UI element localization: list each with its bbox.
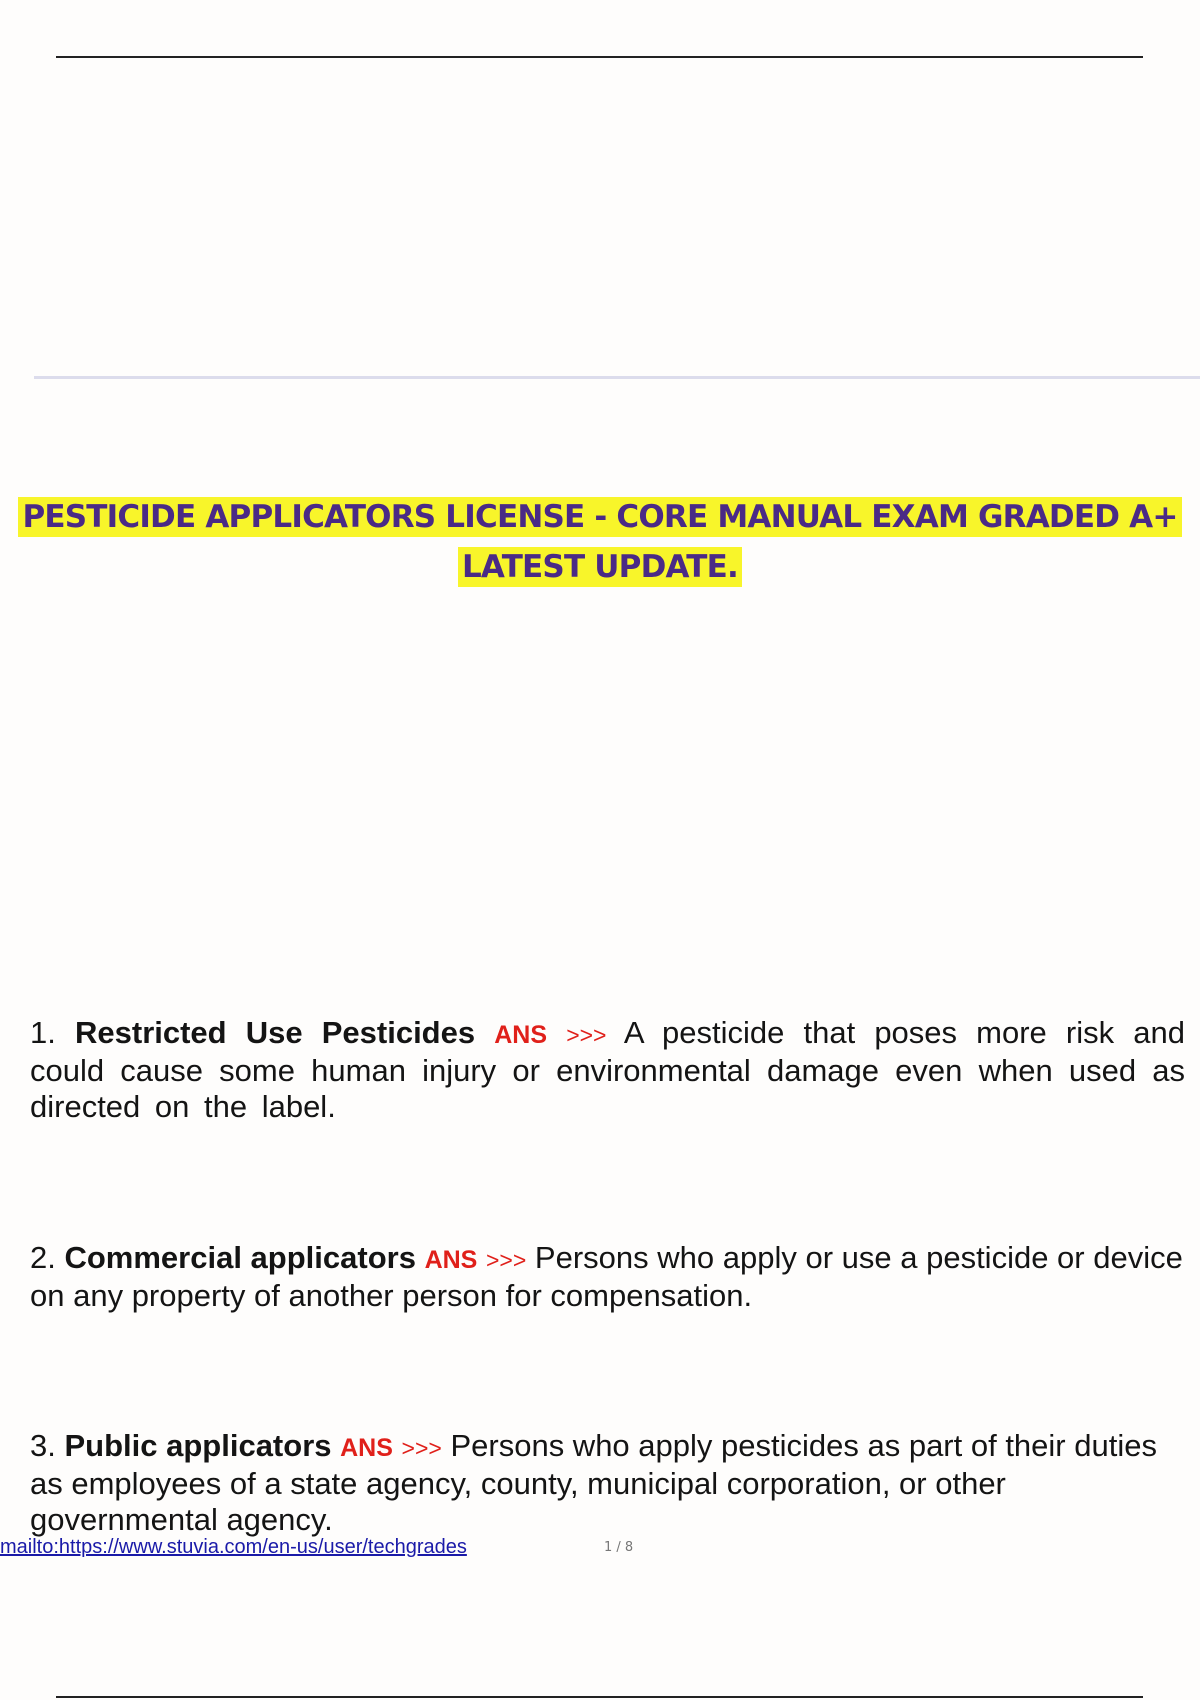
title-line-2: LATEST UPDATE.	[458, 547, 742, 587]
question-number: 3.	[30, 1428, 56, 1463]
question-answer: A pesticide that poses more risk and could cause some human injury or environmental damage even when used as directed on the label.	[30, 1015, 1185, 1124]
question-term: Commercial applicators	[64, 1240, 416, 1275]
question-term: Public applicators	[64, 1428, 332, 1463]
ans-arrows: >>>	[566, 1022, 607, 1048]
ans-label: ANS	[340, 1434, 393, 1462]
top-divider	[56, 56, 1143, 58]
question-answer: Persons who apply pesticides as part of their duties as employees of a state agency, county, municipal corporation, or other governmental agency.	[30, 1428, 1157, 1537]
question-number: 2.	[30, 1240, 56, 1275]
question-number: 1.	[30, 1015, 56, 1050]
ans-arrows: >>>	[486, 1247, 527, 1273]
ans-label: ANS	[424, 1246, 478, 1274]
page-indicator: 1 / 8	[604, 1540, 634, 1555]
ans-arrows: >>>	[401, 1435, 442, 1461]
ans-label: ANS	[494, 1021, 548, 1049]
document-title	[10, 492, 1190, 592]
question-item-1	[30, 1015, 1185, 1125]
question-item-3	[30, 1428, 1185, 1538]
question-item-2	[30, 1240, 1185, 1314]
question-answer: Persons who apply or use a pesticide or device on any property of another person for compensation.	[30, 1240, 1183, 1313]
footer-link[interactable]: mailto:https://www.stuvia.com/en-us/user/techgrades	[0, 1536, 467, 1558]
question-term: Restricted Use Pesticides	[75, 1015, 476, 1050]
header-divider	[34, 376, 1200, 379]
title-line-1: PESTICIDE APPLICATORS LICENSE - CORE MANUAL EXAM GRADED A+	[18, 497, 1181, 537]
bottom-divider	[56, 1696, 1143, 1698]
